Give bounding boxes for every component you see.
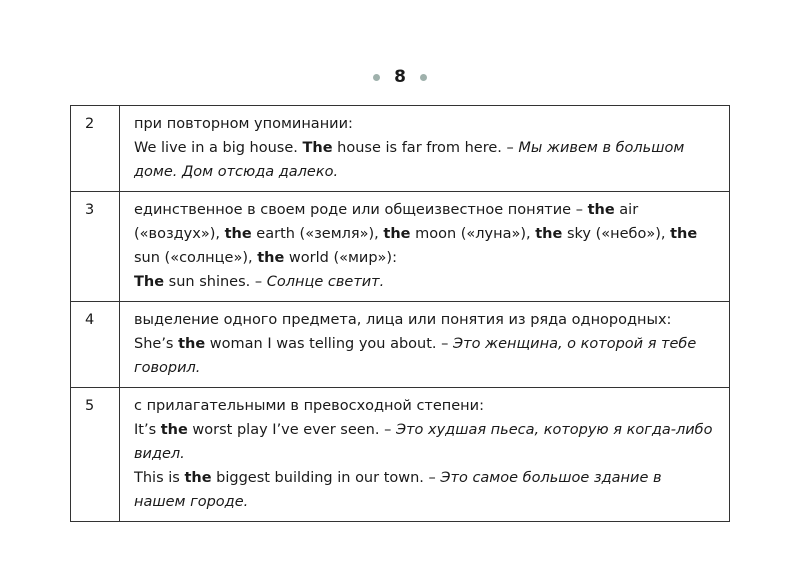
example-text: woman I was telling you about. –	[205, 336, 453, 352]
example-text: house is far from here. –	[332, 140, 519, 156]
table-row	[71, 192, 730, 302]
page-header	[0, 64, 800, 90]
term: world («мир»):	[284, 250, 397, 266]
article-bold: the	[535, 226, 563, 242]
article-bold: the	[670, 226, 698, 242]
term: moon («луна»),	[410, 226, 536, 242]
term: sky («небо»),	[562, 226, 671, 242]
row-content	[120, 302, 730, 388]
term: air («воздух»),	[134, 202, 639, 242]
article-bold: the	[383, 226, 411, 242]
example-text: She’s	[134, 336, 179, 352]
row-content	[120, 388, 730, 522]
example-line	[134, 466, 715, 514]
example-text: biggest building in our town. –	[211, 470, 441, 486]
left-dot-icon	[373, 74, 380, 81]
translation: Это худшая пьеса, которую я когда-либо видел.	[134, 422, 713, 462]
article-bold: The	[134, 274, 165, 290]
table-row	[71, 302, 730, 388]
row-number: 2	[71, 106, 120, 192]
example-text: We live in a big house.	[134, 140, 303, 156]
rule-heading: с прилагательными в превосходной степени:	[134, 398, 484, 414]
article-rules-table	[70, 105, 730, 522]
rule-heading: при повторном упоминании:	[134, 116, 353, 132]
rule-heading: выделение одного предмета, лица или понятия из ряда однородных:	[134, 312, 672, 328]
example-text: It’s	[134, 422, 161, 438]
translation: Это женщина, о которой я тебе говорил.	[134, 336, 697, 376]
table-row	[71, 106, 730, 192]
example-text: sun shines. –	[164, 274, 267, 290]
article-bold: the	[257, 250, 285, 266]
rule-heading: единственное в своем роде или общеизвестное понятие –	[134, 202, 588, 218]
translation: Солнце светит.	[266, 274, 385, 290]
term: earth («земля»),	[251, 226, 384, 242]
row-content	[120, 192, 730, 302]
article-bold: The	[302, 140, 333, 156]
right-dot-icon	[420, 74, 427, 81]
row-number: 4	[71, 302, 120, 388]
article-bold: the	[224, 226, 252, 242]
term: sun («солнце»),	[134, 250, 258, 266]
translation: Это самое большое здание в нашем городе.	[134, 470, 662, 510]
page-number: 8	[394, 67, 406, 87]
row-content	[120, 106, 730, 192]
article-bold: the	[587, 202, 615, 218]
example-text: worst play I’ve ever seen. –	[187, 422, 396, 438]
example-line	[134, 270, 715, 294]
table-row	[71, 388, 730, 522]
article-bold: the	[178, 336, 206, 352]
example-text: This is	[134, 470, 185, 486]
example-line	[134, 418, 715, 466]
row-number: 5	[71, 388, 120, 522]
translation: Мы живем в большом доме. Дом отсюда далеко.	[134, 140, 685, 180]
row-number: 3	[71, 192, 120, 302]
article-bold: the	[160, 422, 188, 438]
article-bold: the	[184, 470, 212, 486]
